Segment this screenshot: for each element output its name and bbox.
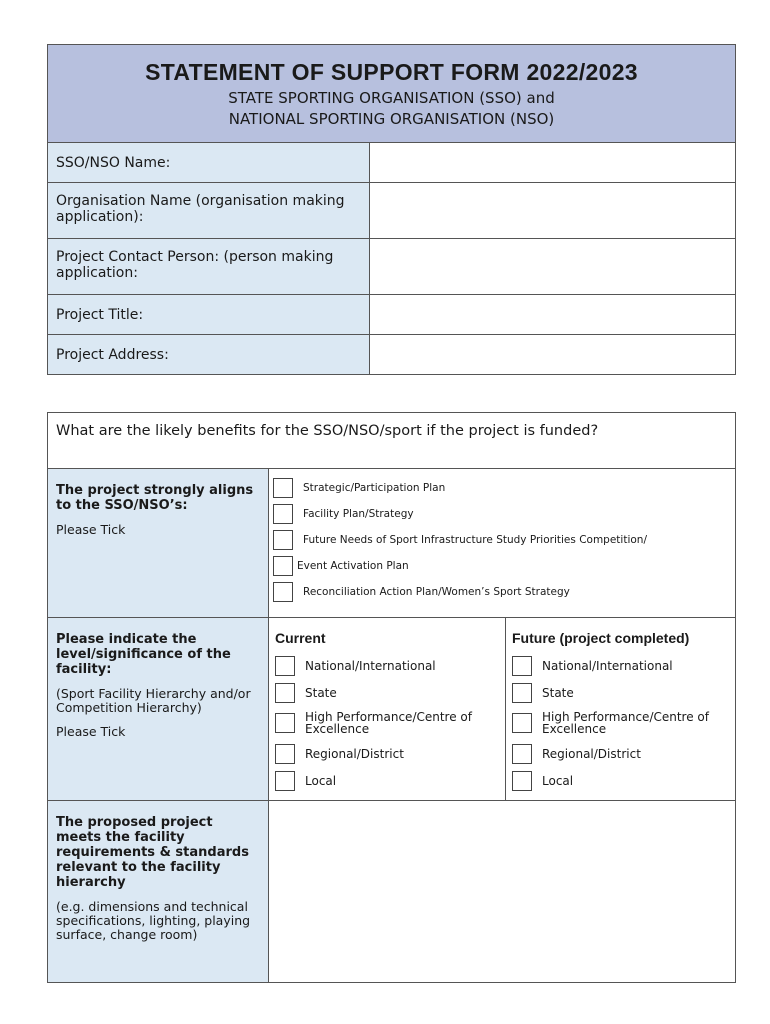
checkbox[interactable] xyxy=(273,478,293,498)
option-facility-plan[interactable] xyxy=(273,501,731,527)
future-regional[interactable] xyxy=(512,740,729,767)
checkbox[interactable] xyxy=(275,683,295,703)
option-label: Local xyxy=(542,773,574,788)
checkbox[interactable] xyxy=(512,771,532,791)
option-label: High Performance/Centre of Excellence xyxy=(305,710,472,736)
checkbox[interactable] xyxy=(273,504,293,524)
current-state[interactable] xyxy=(275,679,499,706)
option-label: Strategic/Participation Plan xyxy=(303,482,446,494)
level-cell xyxy=(48,618,269,801)
current-local[interactable] xyxy=(275,767,499,794)
contact-person-label: Project Contact Person: (person making application: xyxy=(48,239,370,295)
future-level-column xyxy=(506,618,736,801)
option-label: National/International xyxy=(542,658,673,673)
alignment-heading: The project strongly aligns to the SSO/NSO’s: xyxy=(56,483,254,513)
current-high-performance[interactable] xyxy=(275,706,499,740)
future-local[interactable] xyxy=(512,767,729,794)
checkbox[interactable] xyxy=(273,582,293,602)
form-subtitle-1: STATE SPORTING ORGANISATION (SSO) and xyxy=(228,89,555,107)
current-heading: Current xyxy=(275,630,326,646)
future-heading: Future (project completed) xyxy=(512,630,690,646)
option-reconciliation[interactable] xyxy=(273,579,731,605)
checkbox[interactable] xyxy=(512,713,532,733)
option-label: High Performance/Centre of Excellence xyxy=(542,710,709,736)
option-label: Reconciliation Action Plan/Women’s Sport Strategy xyxy=(303,586,570,598)
organisation-name-label: Organisation Name (organisation making application): xyxy=(48,183,370,239)
option-label: Regional/District xyxy=(542,746,641,761)
contact-person-field[interactable] xyxy=(370,239,736,295)
option-future-needs[interactable] xyxy=(273,527,731,553)
checkbox[interactable] xyxy=(512,683,532,703)
form-subtitle-2: NATIONAL SPORTING ORGANISATION (NSO) xyxy=(228,110,555,128)
alignment-cell xyxy=(48,469,269,618)
current-level-column xyxy=(269,618,506,801)
level-note: (Sport Facility Hierarchy and/or Competition Hierarchy) xyxy=(56,686,251,715)
level-heading: Please indicate the level/significance of the facility: xyxy=(56,632,231,677)
future-national[interactable] xyxy=(512,652,729,679)
option-label: State xyxy=(305,685,337,700)
alignment-options xyxy=(269,469,736,618)
project-title-label: Project Title: xyxy=(48,295,370,335)
future-high-performance[interactable] xyxy=(512,706,729,740)
alignment-note: Please Tick xyxy=(56,522,126,537)
current-national[interactable] xyxy=(275,652,499,679)
standards-field[interactable] xyxy=(269,801,736,983)
option-label: Local xyxy=(305,773,337,788)
project-title-field[interactable] xyxy=(370,295,736,335)
standards-heading: The proposed project meets the facility requirements & standards relevant to the facility hierarchy xyxy=(56,815,249,890)
option-label: Event Activation Plan xyxy=(297,560,409,572)
checkbox[interactable] xyxy=(275,713,295,733)
option-strategic-plan[interactable] xyxy=(273,475,731,501)
benefits-question: What are the likely benefits for the SSO/NSO/sport if the project is funded? xyxy=(48,413,736,469)
option-label: State xyxy=(542,685,574,700)
checkbox[interactable] xyxy=(512,744,532,764)
checkbox[interactable] xyxy=(275,656,295,676)
current-regional[interactable] xyxy=(275,740,499,767)
checkbox[interactable] xyxy=(273,556,293,576)
option-label: Future Needs of Sport Infrastructure Study Priorities Competition/ xyxy=(303,534,647,546)
standards-note: (e.g. dimensions and technical specifications, lighting, playing surface, change room) xyxy=(56,899,251,942)
organisation-name-field[interactable] xyxy=(370,183,736,239)
option-label: National/International xyxy=(305,658,436,673)
option-label: Facility Plan/Strategy xyxy=(303,508,414,520)
checkbox[interactable] xyxy=(275,744,295,764)
checkbox[interactable] xyxy=(273,530,293,550)
checkbox[interactable] xyxy=(275,771,295,791)
checkbox[interactable] xyxy=(512,656,532,676)
option-event-activation[interactable] xyxy=(273,553,731,579)
form-header xyxy=(48,45,736,143)
benefits-table xyxy=(47,412,736,983)
project-address-field[interactable] xyxy=(370,335,736,375)
level-tick-note: Please Tick xyxy=(56,724,126,739)
sso-name-field[interactable] xyxy=(370,143,736,183)
form-title: STATEMENT OF SUPPORT FORM 2022/2023 xyxy=(145,59,638,85)
project-address-label: Project Address: xyxy=(48,335,370,375)
details-table xyxy=(47,44,736,375)
option-label: Regional/District xyxy=(305,746,404,761)
sso-name-label: SSO/NSO Name: xyxy=(48,143,370,183)
standards-cell xyxy=(48,801,269,983)
future-state[interactable] xyxy=(512,679,729,706)
